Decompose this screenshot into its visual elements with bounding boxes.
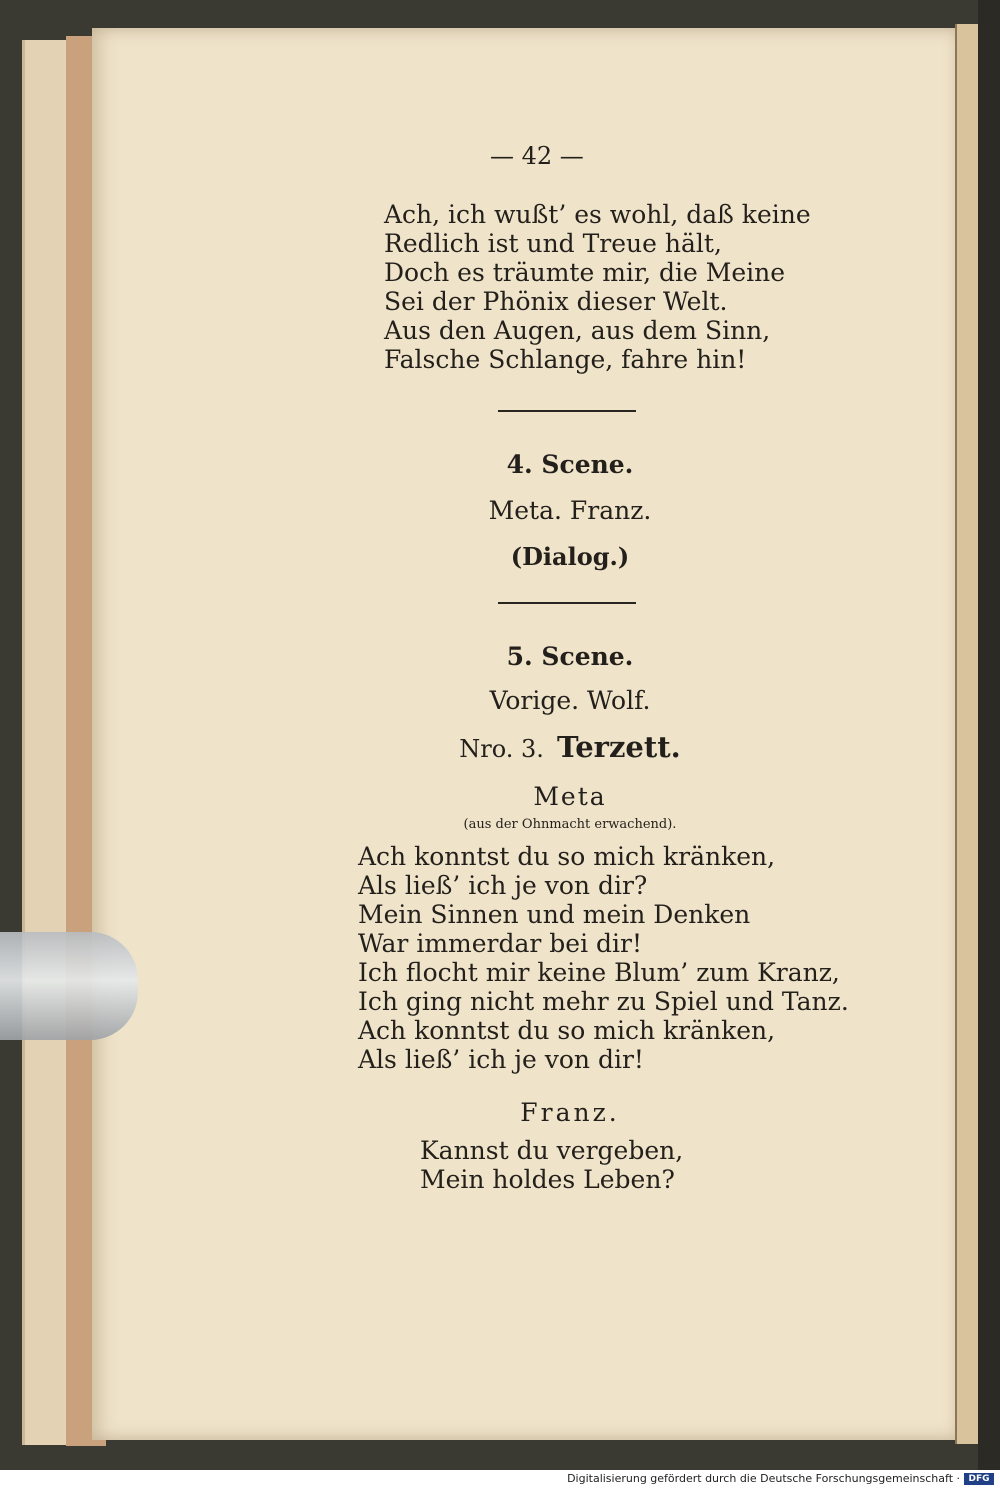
- verse-line: War immerdar bei dir!: [358, 929, 643, 958]
- verse-line: Mein holdes Leben?: [420, 1165, 675, 1194]
- footer-bar: [0, 1470, 1000, 1489]
- piece-title: Terzett.: [556, 730, 681, 764]
- dfg-logo: DFG: [964, 1473, 994, 1485]
- verse-line: Sei der Phönix dieser Welt.: [384, 287, 728, 316]
- verse-line: Aus den Augen, aus dem Sinn,: [384, 316, 771, 345]
- section-divider: [498, 410, 636, 412]
- verse-line: Doch es träumte mir, die Meine: [384, 258, 786, 287]
- verse-line: Ach, ich wußt’ es wohl, daß keine: [384, 200, 811, 229]
- verse-line: Als ließ’ ich je von dir!: [358, 1045, 644, 1074]
- stage-direction: (aus der Ohnmacht erwachend).: [463, 817, 677, 832]
- verse-line: Ich flocht mir keine Blum’ zum Kranz,: [358, 958, 840, 987]
- footer-credit: Digitalisierung gefördert durch die Deutsche Forschungsgemeinschaft ·: [567, 1472, 960, 1485]
- scan-border-right: [978, 0, 1000, 1470]
- verse-line: Ich ging nicht mehr zu Spiel und Tanz.: [358, 987, 849, 1016]
- speaker-meta: Meta: [533, 782, 607, 811]
- piece-heading: [420, 730, 720, 764]
- verse-line: Als ließ’ ich je von dir?: [358, 871, 648, 900]
- speaker-franz: Franz.: [520, 1098, 620, 1127]
- verse-line: Kannst du vergeben,: [420, 1136, 684, 1165]
- page-clip: [0, 932, 138, 1040]
- verse-line: Falsche Schlange, fahre hin!: [384, 345, 747, 374]
- scene-4-note: (Dialog.): [510, 542, 630, 571]
- piece-number: Nro. 3.: [459, 735, 544, 763]
- section-divider: [498, 602, 636, 604]
- verse-line: Ach konntst du so mich kränken,: [358, 1016, 776, 1045]
- verse-line: Redlich ist und Treue hält,: [384, 229, 722, 258]
- scene-5-title: 5. Scene.: [506, 642, 634, 671]
- verse-line: Mein Sinnen und mein Denken: [358, 900, 751, 929]
- verse-line: Ach konntst du so mich kränken,: [358, 842, 776, 871]
- scene-5-characters: Vorige. Wolf.: [489, 686, 651, 715]
- scene-4-characters: Meta. Franz.: [488, 496, 652, 525]
- page-number: — 42 —: [490, 142, 584, 170]
- scene-4-title: 4. Scene.: [506, 450, 634, 479]
